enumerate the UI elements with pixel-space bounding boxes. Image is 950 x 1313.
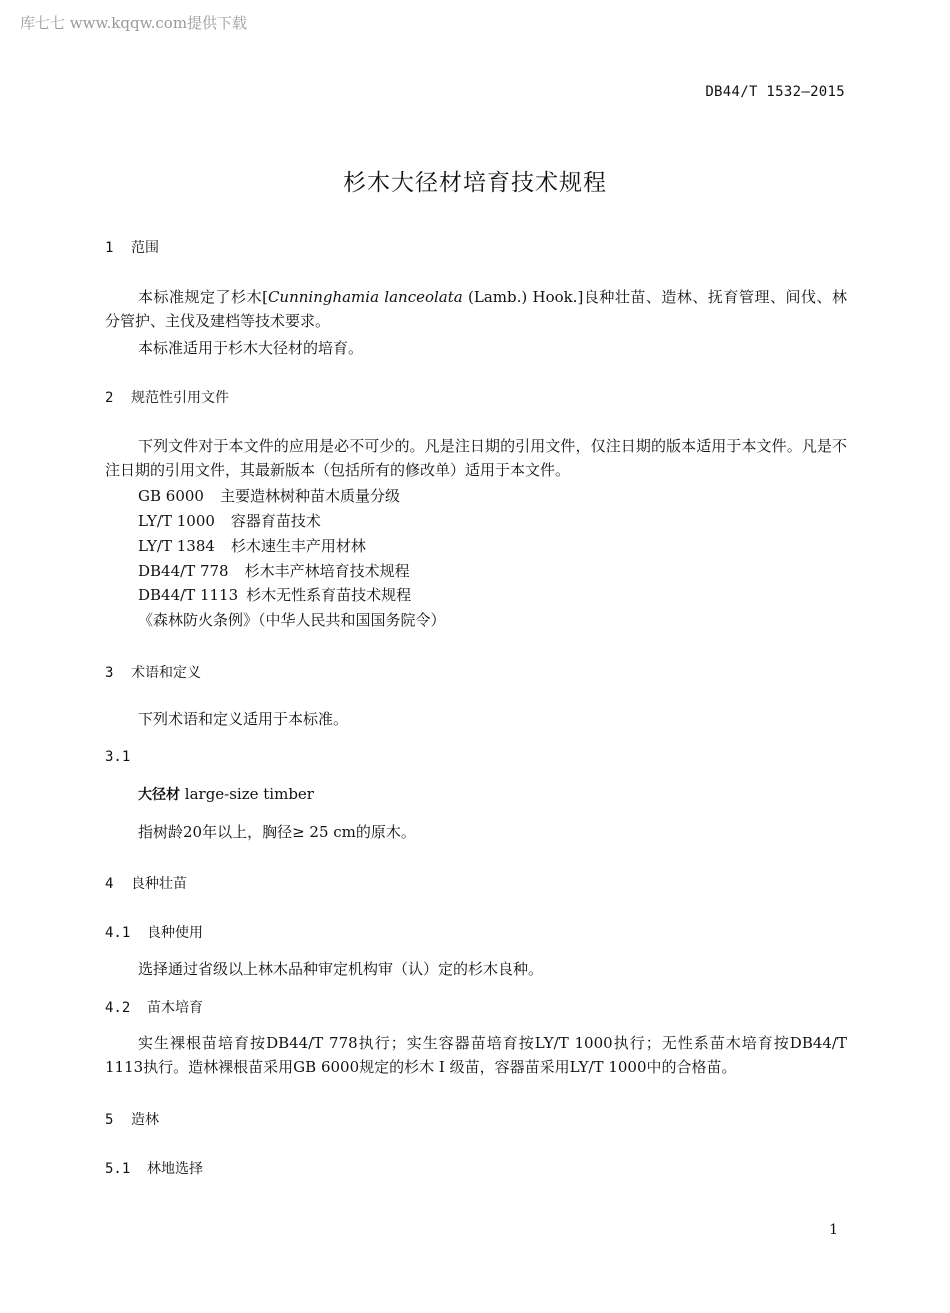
latin-name: Cunninghamia lanceolata	[267, 288, 463, 306]
reference-code: GB 6000	[138, 487, 204, 505]
section-title: 良种使用	[147, 925, 203, 941]
section-3-heading	[105, 662, 201, 682]
subsection-4-1-heading	[105, 922, 203, 942]
section-number: 1	[105, 240, 114, 256]
section-5-heading	[105, 1109, 159, 1129]
page-number: 1	[829, 1222, 838, 1238]
section-title: 术语和定义	[131, 665, 201, 681]
reference-item	[138, 510, 321, 531]
section-number: 4.2	[105, 1000, 131, 1016]
reference-code: LY/T 1384	[138, 537, 215, 555]
section-title: 造林	[131, 1112, 159, 1128]
section-1-heading	[105, 237, 159, 257]
reference-item	[138, 535, 366, 556]
term-chinese: 大径材	[138, 787, 180, 803]
section-number: 5.1	[105, 1161, 131, 1177]
reference-code: DB44/T 778	[138, 562, 229, 580]
section-2-heading	[105, 387, 229, 407]
subsection-3-1-number	[105, 749, 147, 765]
reference-title: 杉木无性系育苗技术规程	[246, 586, 412, 604]
reference-code: DB44/T 1113	[138, 586, 239, 604]
section-title: 范围	[131, 240, 159, 256]
reference-title: 杉木丰产林培育技术规程	[244, 562, 410, 580]
reference-item	[138, 560, 410, 581]
section-number: 2	[105, 390, 114, 406]
section-number: 4	[105, 876, 114, 892]
term-definition: 指树龄20年以上，胸径≥ 25 cm的原木。	[138, 823, 416, 841]
section-number: 3.1	[105, 749, 131, 765]
subsection-5-1-heading	[105, 1158, 203, 1178]
subsection-4-2-paragraph: 实生裸根苗培育按DB44/T 778执行；实生容器苗培育按LY/T 1000执行；无性系苗木培育按DB44/T 1113执行。造林裸根苗采用GB 6000规定的杉木 Ⅰ 级苗，容器苗采用LY/T 1000中的合格苗。	[105, 1034, 847, 1076]
section-title: 良种壮苗	[131, 876, 187, 892]
section-title: 林地选择	[147, 1161, 203, 1177]
section-1-paragraph-1	[105, 285, 847, 333]
reference-title: 容器育苗技术	[230, 512, 321, 530]
term-entry	[138, 784, 314, 804]
section-number: 4.1	[105, 925, 131, 941]
reference-item	[138, 584, 411, 605]
watermark: 库七七 www.kqqw.com提供下载	[20, 14, 248, 32]
section-3-paragraph-1: 下列术语和定义适用于本标准。	[138, 710, 349, 728]
page-title: 杉木大径材培育技术规程	[343, 170, 607, 196]
subsection-4-1-paragraph: 选择通过省级以上林木品种审定机构审（认）定的杉木良种。	[138, 960, 544, 978]
section-title: 苗木培育	[147, 1000, 203, 1016]
term-english: large-size timber	[184, 785, 314, 803]
section-title: 规范性引用文件	[131, 390, 229, 406]
reference-title: 主要造林树种苗木质量分级	[219, 487, 400, 505]
reference-title: 杉木速生丰产用材林	[230, 537, 366, 555]
section-1-paragraph-2: 本标准适用于杉木大径材的培育。	[138, 339, 364, 357]
standard-code: DB44/T 1532—2015	[705, 84, 845, 100]
section-2-paragraph-1: 下列文件对于本文件的应用是必不可少的。凡是注日期的引用文件，仅注日期的版本适用于本文件。凡是不注日期的引用文件，其最新版本（包括所有的修改单）适用于本文件。	[105, 437, 847, 479]
text: 本标准规定了杉木[	[138, 288, 268, 306]
section-number: 5	[105, 1112, 114, 1128]
section-4-heading	[105, 873, 187, 893]
reference-item	[138, 609, 446, 630]
section-number: 3	[105, 665, 114, 681]
subsection-4-2-heading	[105, 997, 203, 1017]
reference-code: LY/T 1000	[138, 512, 215, 530]
text: (Lamb.) Hook.]良种壮苗、造林、抚育管理、间伐、林分管护、主伐及建档等技术要求。	[105, 288, 848, 330]
reference-item	[138, 485, 400, 506]
reference-title: 《森林防火条例》（中华人民共和国国务院令）	[138, 611, 446, 629]
